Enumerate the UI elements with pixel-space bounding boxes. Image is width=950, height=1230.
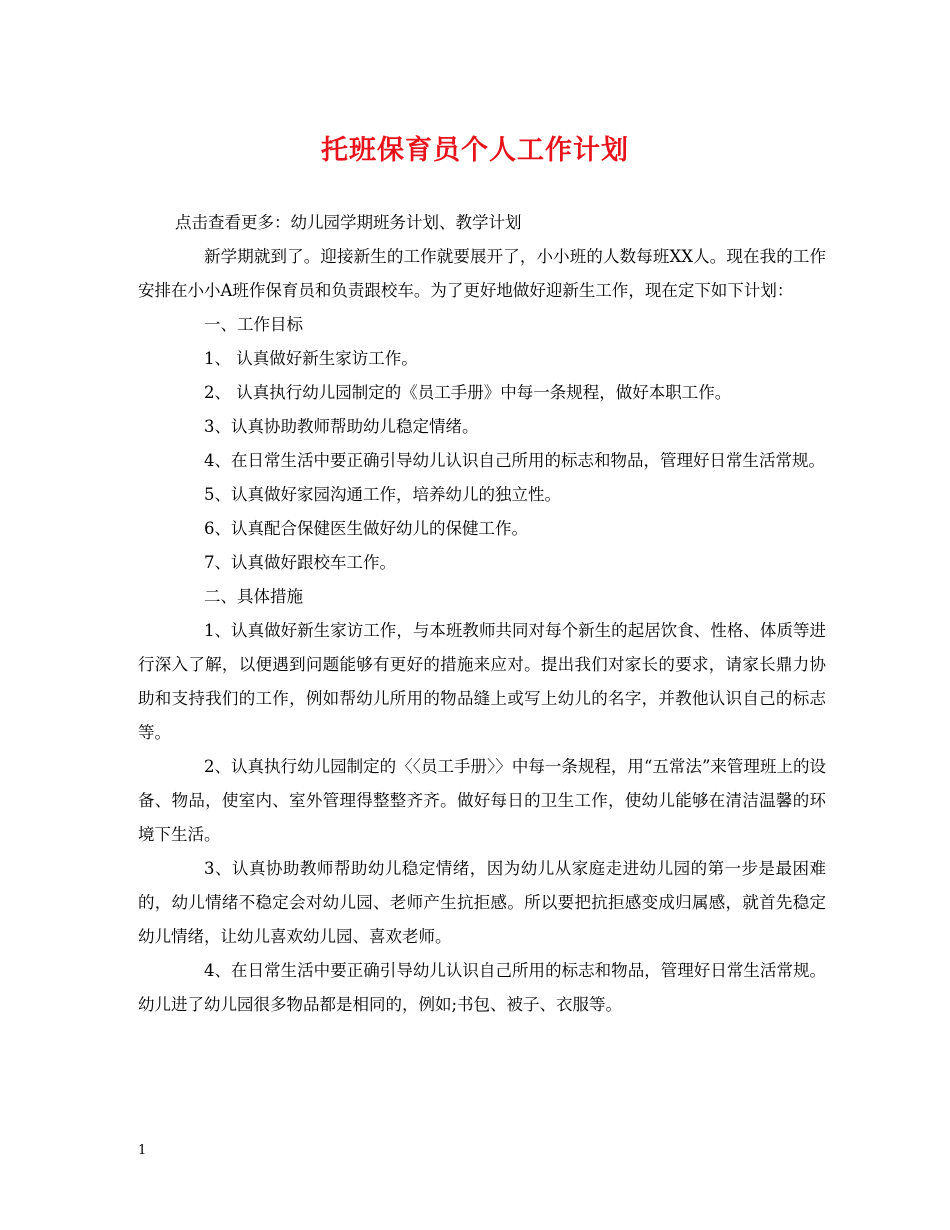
measure-item: 2、认真执行幼儿园制定的〈〈员工手册〉〉中每一条规程，用“五常法”来管理班上的设备、物品，使室内、室外管理得整整齐齐。做好每日的卫生工作，使幼儿能够在清洁温馨的环境下生活。 [138,757,826,844]
measure-item: 1、认真做好新生家访工作，与本班教师共同对每个新生的起居饮食、性格、体质等进行深入了解，以便遇到问题能够有更好的措施来应对。提出我们对家长的要求，请家长鼎力协助和支持我们的工作，例如帮幼儿所用的物品缝上或写上幼儿的名字，并教他认识自己的标志等。 [138,621,826,742]
goal-item: 2、 认真执行幼儿园制定的《员工手册》中每一条规程，做好本职工作。 [204,383,732,402]
goal-item: 5、认真做好家园沟通工作，培养幼儿的独立性。 [204,485,561,504]
goal-item: 1、 认真做好新生家访工作。 [204,349,418,368]
heading-work-goals: 一、工作目标 [204,315,303,334]
paragraph-intro: 新学期就到了。迎接新生的工作就要展开了，小小班的人数每班XX人。现在我的工作安排在小小A班作保育员和负责跟校车。为了更好地做好迎新生工作，现在定下如下计划： [138,247,826,300]
page-number: 1 [138,1143,147,1158]
measure-item: 3、认真协助教师帮助幼儿稳定情绪，因为幼儿从家庭走进幼儿园的第一步是最困难的，幼儿情绪不稳定会对幼儿园、老师产生抗拒感。所以要把抗拒感变成归属感，就首先稳定幼儿情绪，让幼儿喜欢幼儿园、喜欢老师。 [138,859,826,946]
measure-item: 4、在日常生活中要正确引导幼儿认识自己所用的标志和物品，管理好日常生活常规。幼儿进了幼儿园很多物品都是相同的，例如;书包、被子、衣服等。 [138,961,826,1014]
goal-item: 3、认真协助教师帮助幼儿稳定情绪。 [204,417,479,436]
goal-item: 7、认真做好跟校车工作。 [204,553,396,572]
document-title: 托班保育员个人工作计划 [321,135,629,166]
goal-item: 4、在日常生活中要正确引导幼儿认识自己所用的标志和物品，管理好日常生活常规。 [204,451,825,470]
heading-specific-measures: 二、具体措施 [204,587,303,606]
goal-item: 6、认真配合保健医生做好幼儿的保健工作。 [204,519,528,538]
more-link[interactable]: 点击查看更多：幼儿园学期班务计划、教学计划 [175,213,522,232]
document-body [138,206,826,1022]
